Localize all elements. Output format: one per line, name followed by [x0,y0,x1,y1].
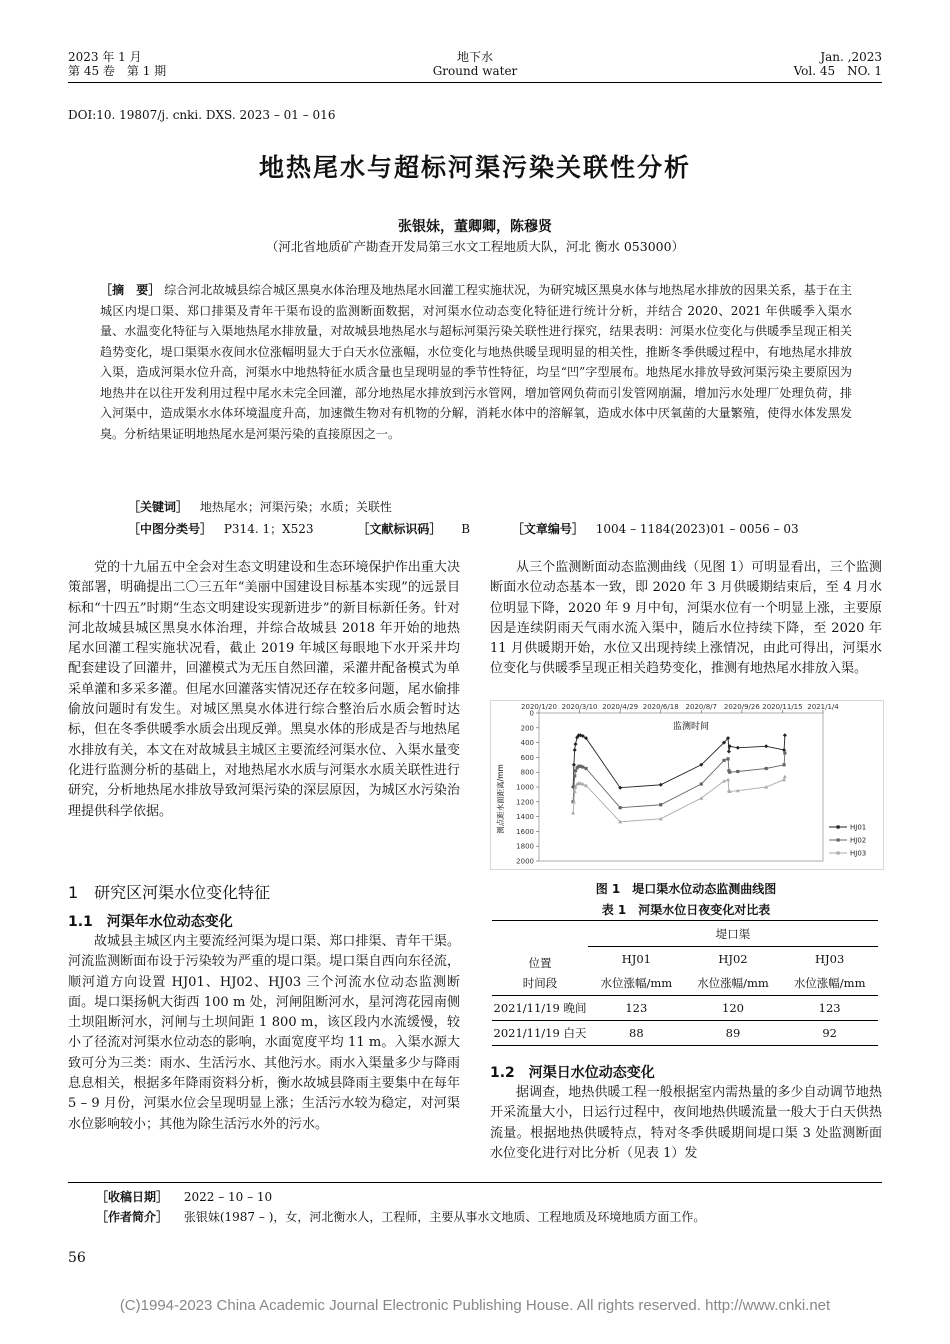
page-number: 56 [68,1250,86,1266]
authors: 张银妹，董卿卿，陈穆贤 [398,219,552,235]
header-date-en: Jan. ,2023 [820,50,882,64]
y-tick-label: 1400 [516,813,534,822]
data-point-hj03 [571,811,575,815]
data-point-hj02 [659,803,662,806]
position-header: 位置 [528,956,552,970]
legend-label-hj02: HJ02 [850,836,867,845]
data-point-hj02 [726,757,729,760]
data-point-hj02 [700,782,703,785]
data-point-hj03 [726,778,730,782]
unit-header: 水位涨幅/mm [697,976,769,990]
cell-value: 123 [818,1001,841,1015]
y-tick-label: 1600 [516,827,534,836]
x-tick-label: 2020/11/15 [762,703,803,711]
author-bio-text: 张银妹(1987 – )，女，河北衡水人，工程师，主要从事水文地质、工程地质及环境地质方面工作。 [183,1210,706,1224]
y-tick-label: 600 [520,753,534,762]
doi: DOI:10. 19807/j. cnki. DXS. 2023 – 01 – 016 [68,108,336,122]
unit-header: 水位涨幅/mm [793,976,866,990]
legend-marker-hj01 [837,825,840,828]
y-tick-label: 1000 [516,783,534,792]
cell-value: 89 [725,1026,741,1040]
y-tick-label: 2000 [516,857,534,866]
table-row [492,1021,878,1046]
received-label: ［收稿日期］ [96,1190,169,1204]
table-top-rule [492,920,878,921]
header-rule [68,82,882,83]
header-center [375,50,575,78]
legend-marker-hj03 [837,851,840,854]
data-point-hj03 [783,775,787,779]
table-caption: 表 1 河渠水位日夜变化对比表 [601,903,771,917]
header-left [68,50,166,78]
data-point-hj02 [736,770,739,773]
journal-name-cn: 地下水 [456,50,493,64]
cell-value: 92 [822,1026,837,1040]
x-tick-label: 2020/4/29 [602,703,639,711]
clc-value: P314. 1；X523 [223,522,314,536]
y-tick-label: 400 [520,739,534,748]
cell-value: 123 [625,1001,648,1015]
series-line-hj01 [573,735,785,788]
data-point-hj02 [782,763,785,766]
y-tick-label: 1800 [516,842,534,851]
series-line-hj03 [573,777,785,822]
x-tick-label: 2020/3/10 [561,703,598,711]
chart-title: 监测时间 [672,722,710,732]
data-point-hj02 [765,767,768,770]
x-tick-label: 2020/9/26 [723,703,760,711]
clc-label: ［中图分类号］ [128,522,213,536]
y-axis-label: 测点距水面距离/mm [496,764,505,834]
received-date [96,1188,272,1205]
header-volume-en: Vol. 45 NO. 1 [793,64,882,78]
data-point-hj01 [783,733,787,737]
header-date: 2023 年 1 月 [68,50,142,64]
article-number-value: 1004 – 1184(2023)01 – 0056 – 03 [595,522,799,536]
figure-caption: 图 1 堤口渠水位动态监测曲线图 [595,882,777,896]
data-point-hj02 [722,759,725,762]
journal-name-en: Ground water [432,64,518,78]
data-point-hj02 [619,806,622,809]
data-point-hj01 [574,742,578,746]
x-tick-labels [521,703,839,711]
data-point-hj02 [573,774,576,777]
affiliation: （河北省地质矿产勘查开发局第三水文工程地质大队，河北 衡水 053000） [265,239,685,254]
header-right [794,50,882,78]
data-point-hj01 [573,748,577,752]
water-level-chart [491,701,883,869]
chart-legend [829,824,866,858]
row-period: 2021/11/19 晚间 [493,1001,587,1015]
data-point-hj02 [581,765,584,768]
unit-header: 水位涨幅/mm [600,976,673,990]
x-tick-label: 2020/8/7 [685,703,718,711]
y-tick-label: 200 [520,724,534,733]
data-point-hj01 [659,783,663,787]
section-1-2-paragraph: 据调查，地热供暖工程一般根据室内需热量的多少自动调节地热开采流量大小，日运行过程中，夜间地热供暖流量一般大于白天供热流量。根据地热供暖特点，特对冬季供暖期间堤口渠 3 处监测断面水位变化进行对比分析（见表 1）发 [490,1085,882,1161]
table-row [492,996,878,1021]
y-tick-label: 1200 [516,798,534,807]
doc-code-label: ［文献标识码］ [357,522,442,536]
data-point-hj02 [728,771,731,774]
legend-label-hj01: HJ01 [850,823,867,832]
keywords [128,498,392,515]
doc-code-value: B [461,522,471,536]
figure-discussion-paragraph: 从三个监测断面动态监测曲线（见图 1）可明显看出，三个监测断面水位动态基本一致，即 2020 年 3 月供暖期结束后，至 4 月水位明显下降，2020 年 9 月中旬，河渠水位有一个明显上涨，主要原因是连续阴雨天气雨水流入渠中，随后水位持续下降，至 2020 年 11 月供暖期开始，水位又出现持续上涨情况，由此可得出，河渠水位变化与供暖季呈现正相关趋势变化，推测有地热尾水排放入渠。 [490,560,882,677]
right-column-para [490,558,882,680]
abstract-text: 综合河北故城县综合城区黑臭水体治理及地热尾水回灌工程实施状况，为研究城区黑臭水体与地热尾水排放的因果关系，基于在主城区内堤口渠、郑口排渠及青年干渠布设的监测断面数据，对河渠水位动态变化特征进行统计分析，并结合 2020、2021 年供暖季入渠水量、水温变化特征与入渠地热尾水排放量，对故城县地热尾水与超标河渠污染关联性进行探究，结果表明：河渠水位变化与供暖季呈现正相关趋势变化，堤口渠渠水夜间水位涨幅明显大于白天水位涨幅，水位变化与地热供暖呈现明显的相关性，推断冬季供暖过程中，有地热尾水排放入渠，造成河渠水位升高，河渠水中地热特征水质含量也呈现明显的季节性特征，均呈“凹”字型展布。地热尾水排放导致河渠污染主要原因为地热井在以往开发利用过程中尾水未完全回灌，部分地热尾水排放到污水管网，增加管网负荷而引发管网崩漏，增加污水处理厂处理负荷，排入河渠中，造成渠水水体环境温度升高，加速微生物对有机物的分解，消耗水体中的溶解氧，造成水体中厌氧菌的大量繁殖，使得水体发黑发臭。分析结果证明地热尾水是河渠污染的直接原因之一。 [100,283,852,441]
y-tick-label: 0 [529,709,534,718]
col-header-hj03: HJ03 [815,952,845,966]
data-point-hj01 [572,763,576,767]
data-point-hj01 [727,749,731,753]
chart-series [571,733,787,823]
abstract [100,280,852,444]
table-1 [492,922,878,1046]
section-1-2-body [490,1083,882,1164]
legend-marker-hj02 [837,838,840,841]
x-tick-label: 2020/1/20 [521,703,557,711]
group-header: 堤口渠 [588,922,878,947]
col-header-hj02: HJ02 [718,952,748,966]
row-period: 2021/11/19 白天 [493,1026,587,1040]
author-bio [96,1208,705,1225]
data-point-hj02 [574,769,577,772]
section-1-2-heading: 1.2 河渠日水位动态变化 [490,1065,655,1081]
x-tick-label: 2021/1/4 [807,703,839,711]
intro-section [68,558,460,822]
keywords-text: 地热尾水；河渠污染；水质；关联性 [199,500,392,514]
data-point-hj01 [764,744,768,748]
cell-value: 88 [629,1026,644,1040]
data-point-hj01 [736,746,740,750]
author-bio-label: ［作者简介］ [96,1210,169,1224]
footnote-rule [68,1182,882,1183]
keywords-label: ［关键词］ [128,500,189,514]
received-value: 2022 – 10 – 10 [183,1190,273,1204]
series-line-hj02 [573,753,785,808]
section-1-1-paragraph: 故城县主城区内主要流经河渠为堤口渠、郑口排渠、青年干渠。河流监测断面布设于污染较为严重的堤口渠。堤口渠自西向东径流，顺河道方向设置 HJ01、HJ02、HJ03 三个河流水位动态监测断面。堤口渠扬帆大街西 100 m 处，河闸阻断河水，星河湾花园南侧土坝阻断河水，河闸与土坝间距 1 800 m，该区段内水流缓慢，较小了径流对河渠水位动态的影响，水面宽度平均 11 m。入渠水源大致可分为三类：雨水、生活污水、其他污水。雨水入渠量多少与降雨息息相关，根据多年降雨资料分析，衡水故城县降雨主要集中在每年 5 – 9 月份，河渠水位会呈现明显上涨；生活污水较为稳定，对河渠水位影响较小；其他为除生活污水外的污水。 [68,934,460,1132]
data-point-hj02 [584,767,587,770]
header-volume: 第 45 卷 第 1 期 [68,64,167,78]
article-title: 地热尾水与超标河渠污染关联性分析 [258,153,691,182]
classification [128,520,799,537]
y-tick-labels [516,710,534,866]
legend-label-hj03: HJ03 [850,849,867,858]
article-number-label: ［文章编号］ [511,522,584,536]
x-tick-label: 2020/6/18 [642,703,679,711]
cell-value: 120 [722,1001,744,1015]
time-header: 时间段 [522,976,558,990]
intro-paragraph: 党的十九届五中全会对生态文明建设和生态环境保护作出重大决策部署，明确提出二〇三五年“美丽中国建设目标基本实现”的远景目标和“十四五”时期“生态文明建设实现新进步”的新目标新任务。针对河北故城县城区黑臭水体治理，并综合故城县 2018 年开始的地热尾水回灌工程实施状况看，截止 2019 年城区每眼地下水开采井均配套建设了回灌井，回灌模式为无压自然回灌，采灌井配备模式为单采单灌和多采多灌。但尾水回灌落实情况还存在较多问题，尾水偷排偷放问题时有发生。对城区黑臭水体进行综合整治后水质会暂时达标，但在冬季供暖季水质会出现反弹。黑臭水体的形成是否与地热尾水排放有关，本文在对故城县主城区主要流经河渠水位、入渠水量变化进行监测分析的基础上，对地热尾水水质与河渠水水质关联性进行研究，分析地热尾水排放导致河渠污染的深层原因，为城区水污染治理提供科学依据。 [68,560,460,819]
col-header-hj01: HJ01 [621,952,651,966]
copyright-notice: (C)1994-2023 China Academic Journal Electronic Publishing House. All rights reserved. http://www.cnki.net [119,1297,831,1314]
section-1-heading: 1 研究区河渠水位变化特征 [68,883,271,902]
figure-1 [490,700,884,870]
y-tick-label: 800 [520,768,534,777]
section-1-1-heading: 1.1 河渠年水位动态变化 [68,914,233,930]
data-point-hj02 [783,751,786,754]
section-1-1-body [68,932,460,1135]
abstract-label: ［摘 要］ [100,283,161,297]
